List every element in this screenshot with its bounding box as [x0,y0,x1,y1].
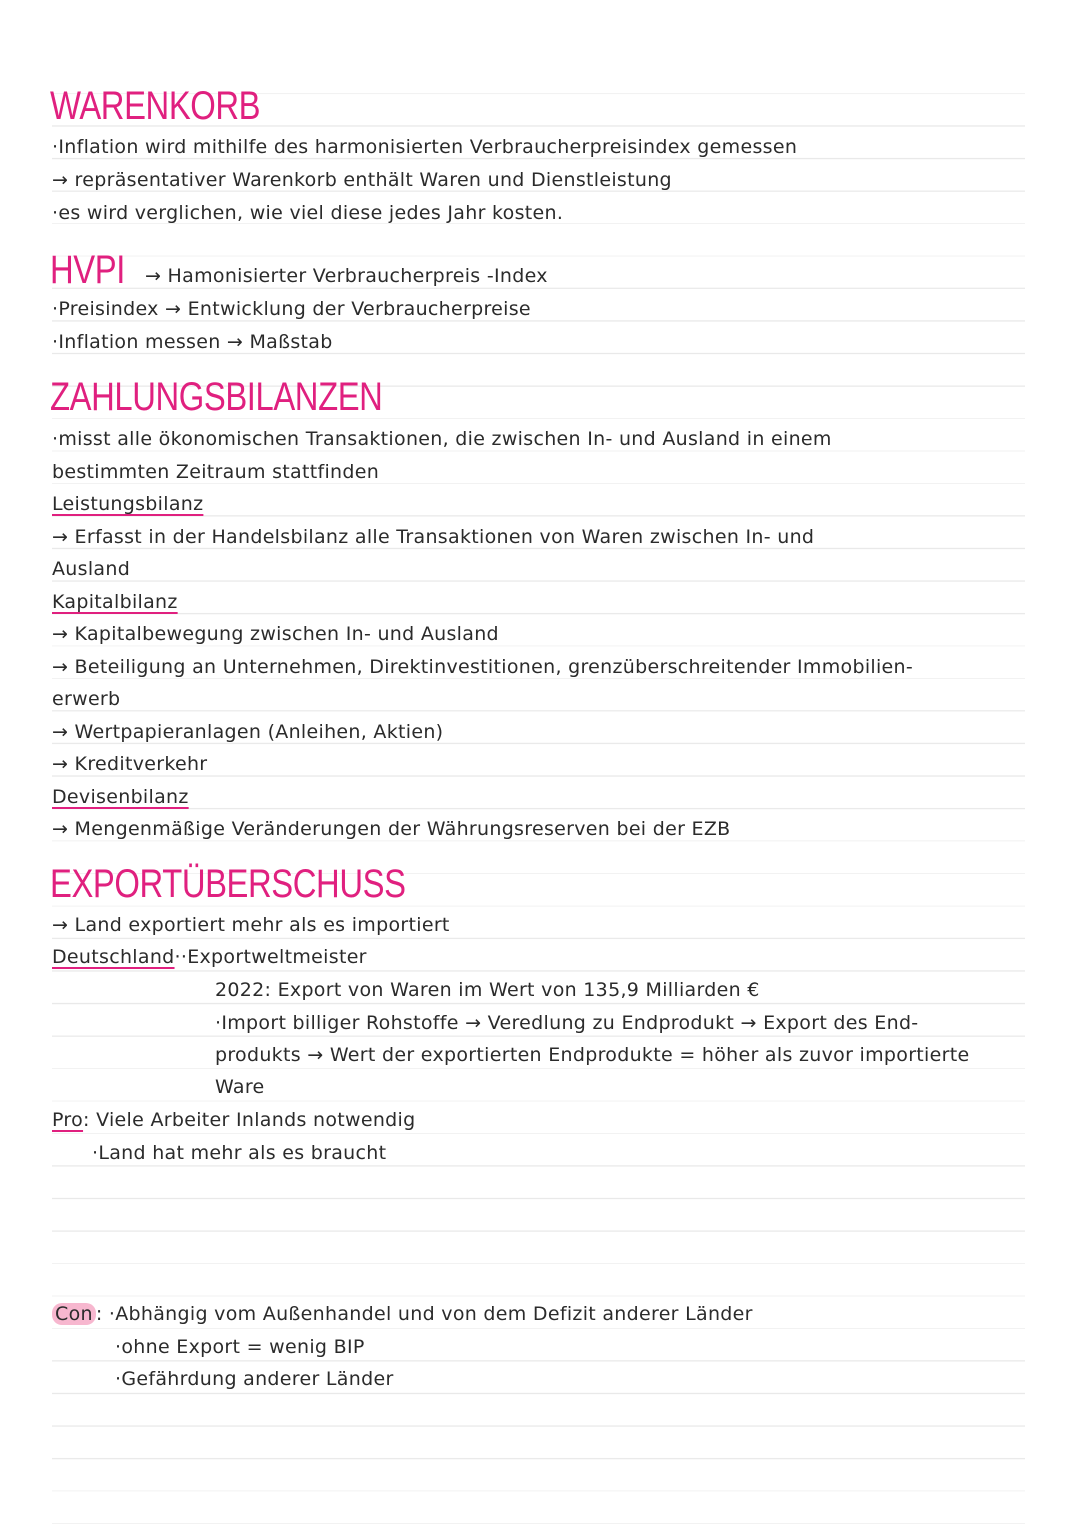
text-exportweltmeister: ··Exportweltmeister [174,946,367,968]
deutschland-row [52,945,367,969]
text-line: Ware [215,1076,265,1098]
subheading-kapitalbilanz: Kapitalbilanz [52,591,178,613]
subheading-leistungsbilanz: Leistungsbilanz [52,493,204,515]
pro-text: : Viele Arbeiter Inlands notwendig [83,1109,416,1131]
text-line: ·Inflation messen → Maßstab [52,331,333,353]
heading-zahlungsbilanzen: ZAHLUNGSBILANZEN [50,375,383,419]
text-line: ·Land hat mehr als es braucht [92,1142,387,1164]
text-line: → Beteiligung an Unternehmen, Direktinvestitionen, grenzüberschreitender Immobilien- [52,656,914,678]
text-line: → Erfasst in der Handelsbilanz alle Transaktionen von Waren zwischen In- und [52,526,815,548]
text-line: → Mengenmäßige Veränderungen der Währungsreserven bei der EZB [52,818,731,840]
text-line: erwerb [52,688,121,710]
top-margin [0,0,1080,88]
text-line: → Kreditverkehr [52,753,208,775]
text-line: 2022: Export von Waren im Wert von 135,9 Milliarden € [215,979,760,1001]
label-pro: Pro [52,1109,84,1131]
label-con: Con [52,1303,96,1325]
text-line: → Kapitalbewegung zwischen In- und Ausland [52,623,499,645]
text-line: → Land exportiert mehr als es importiert [52,914,450,936]
text-line: ·Gefährdung anderer Länder [115,1368,394,1390]
text-line: ·Import billiger Rohstoffe → Veredlung zu Endprodukt → Export des End- [215,1012,919,1034]
right-margin [1025,0,1080,1527]
pro-row [52,1108,415,1132]
subheading-devisenbilanz: Devisenbilanz [52,786,189,808]
text-line: ·misst alle ökonomischen Transaktionen, die zwischen In- und Ausland in einem [52,428,832,450]
text-line: bestimmten Zeitraum stattfinden [52,461,380,483]
text-line: ·Inflation wird mithilfe des harmonisierten Verbraucherpreisindex gemessen [52,136,798,158]
text-line: ·es wird verglichen, wie viel diese jedes Jahr kosten. [52,202,564,224]
con-text: : ·Abhängig vom Außenhandel und von dem Defizit anderer Länder [95,1303,753,1325]
heading-hvpi: HVPI [50,248,125,292]
label-deutschland: Deutschland [52,946,175,968]
text-line: Ausland [52,558,131,580]
text-line: ·ohne Export = wenig BIP [115,1336,365,1358]
left-margin [0,0,52,1527]
hvpi-subtitle: → Hamonisierter Verbraucherpreis -Index [145,265,548,287]
con-row [52,1302,753,1326]
text-line: ·Preisindex → Entwicklung der Verbraucherpreise [52,298,531,320]
text-line: → repräsentativer Warenkorb enthält Waren und Dienstleistung [52,169,672,191]
text-line: → Wertpapieranlagen (Anleihen, Aktien) [52,721,444,743]
heading-exportueberschuss: EXPORTÜBERSCHUSS [50,862,406,906]
heading-warenkorb: WARENKORB [50,84,261,128]
text-line: produkts → Wert der exportierten Endprodukte = höher als zuvor importierte [215,1044,970,1066]
